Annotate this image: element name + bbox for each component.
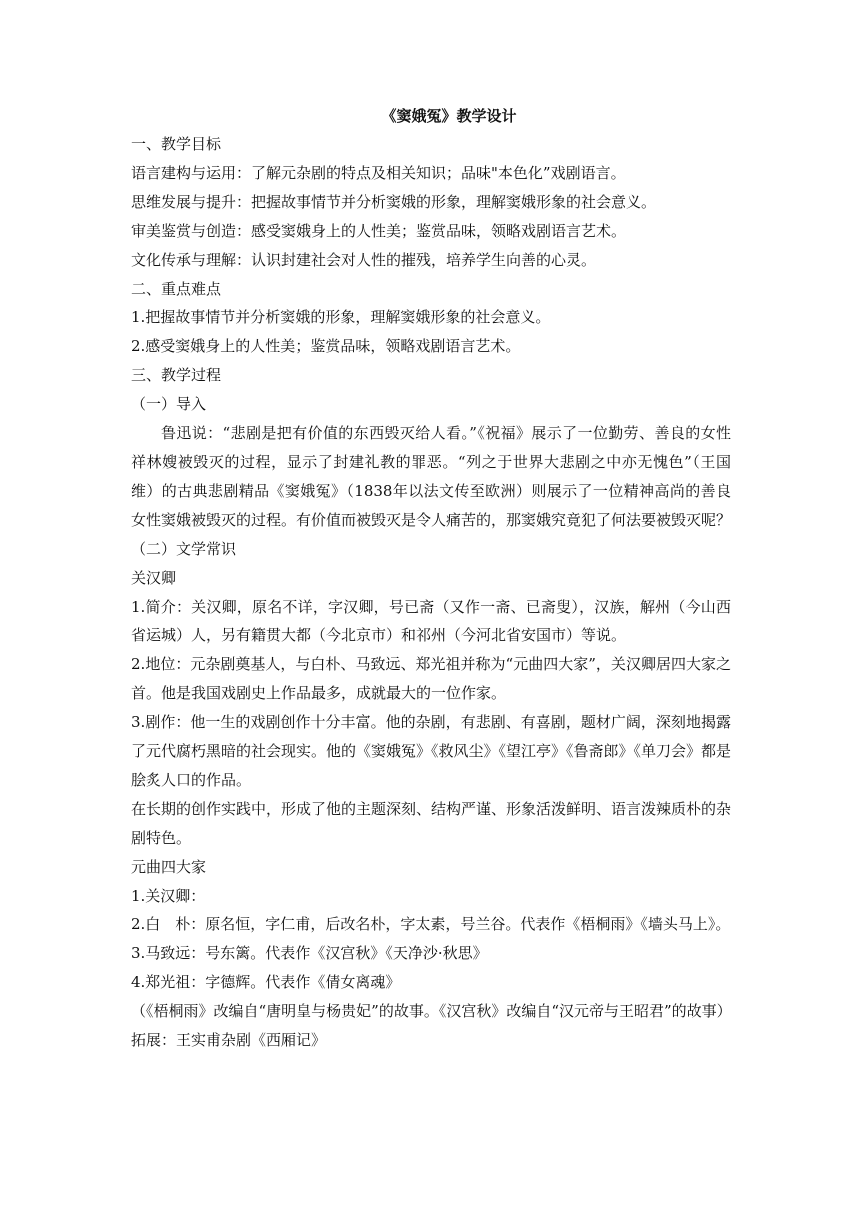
- heading-four-masters: 元曲四大家: [131, 857, 207, 876]
- objective-aesthetic: 审美鉴赏与创造：感受窦娥身上的人性美；鉴赏品味，领略戏剧语言艺术。: [131, 221, 627, 240]
- subheading-literary-knowledge: （二）文学常识: [131, 539, 237, 558]
- subheading-intro: （一）导入: [131, 395, 207, 414]
- guan-works: 3.剧作：他一生的戏剧创作十分丰富。他的杂剧，有悲剧、有喜剧，题材广阔，深刻地揭露了元代腐朽黑暗的社会现实。他的《窦娥冤》《救风尘》《望江亭》《鲁斋郎》《单刀会》都是脍炙人口的作品。: [131, 713, 732, 789]
- key-point-1: 1.把握故事情节并分析窦娥的形象，理解窦娥形象的社会意义。: [131, 308, 551, 327]
- section-heading-objectives: 一、教学目标: [131, 135, 222, 153]
- master-4: 4.郑光祖：字德辉。代表作《倩女离魂》: [131, 973, 401, 992]
- objective-culture: 文化传承与理解：认识封建社会对人性的摧残，培养学生向善的心灵。: [131, 250, 597, 269]
- objective-language: 语言建构与运用：了解元杂剧的特点及相关知识；品味"本色化”戏剧语言。: [131, 163, 626, 182]
- guan-status: 2.地位：元杂剧奠基人，与白朴、马致远、郑光祖并称为“元曲四大家”，关汉卿居四大家之首。他是我国戏剧史上作品最多，成就最大的一位作家。: [131, 655, 731, 703]
- objective-thinking: 思维发展与提升：把握故事情节并分析窦娥的形象，理解窦娥形象的社会意义。: [131, 192, 657, 211]
- master-3: 3.马致远：号东篱。代表作《汉宫秋》《天净沙·秋思》: [131, 944, 488, 963]
- heading-guan-hanqing: 关汉卿: [131, 568, 177, 587]
- document-body: [131, 103, 731, 1055]
- key-point-2: 2.感受窦娥身上的人性美；鉴赏品味，领略戏剧语言艺术。: [131, 337, 521, 356]
- master-2: 2.白 朴：原名恒，字仁甫，后改名朴，字太素，号兰谷。代表作《梧桐雨》《墙头马上》。: [131, 915, 731, 934]
- guan-intro: 1.简介：关汉卿，原名不详，字汉卿，号已斋（又作一斋、已斋叟），汉族，解州（今山西省运城）人，另有籍贯大都（今北京市）和祁州（今河北省安国市）等说。: [131, 597, 731, 645]
- adaptation-note: （《梧桐雨》改编自“唐明皇与杨贵妃”的故事。《汉宫秋》改编自“汉元帝与王昭君”的故事）: [131, 1002, 732, 1021]
- intro-paragraph: 鲁迅说：“悲剧是把有价值的东西毁灭给人看。”《祝福》展示了一位勤劳、善良的女性祥林嫂被毁灭的过程，显示了封建礼教的罪恶。“列之于世界大悲剧之中亦无愧色”（王国维）的古典悲剧精品《窦娥冤》（1838年以法文传至欧洲）则展示了一位精神高尚的善良女性窦娥被毁灭的过程。有价值而被毁灭是令人痛苦的，那窦娥究竟犯了何法要被毁灭呢？: [131, 424, 732, 529]
- section-heading-process: 三、教学过程: [131, 366, 222, 385]
- extension: 拓展：王实甫杂剧《西厢记》: [131, 1031, 327, 1050]
- section-heading-key-points: 二、重点难点: [131, 279, 222, 298]
- master-1: 1.关汉卿：: [131, 886, 206, 905]
- guan-style: 在长期的创作实践中，形成了他的主题深刻、结构严谨、形象活泼鲜明、语言泼辣质朴的杂剧特色。: [131, 799, 732, 847]
- document-title: 《窦娥冤》教学设计: [381, 107, 517, 125]
